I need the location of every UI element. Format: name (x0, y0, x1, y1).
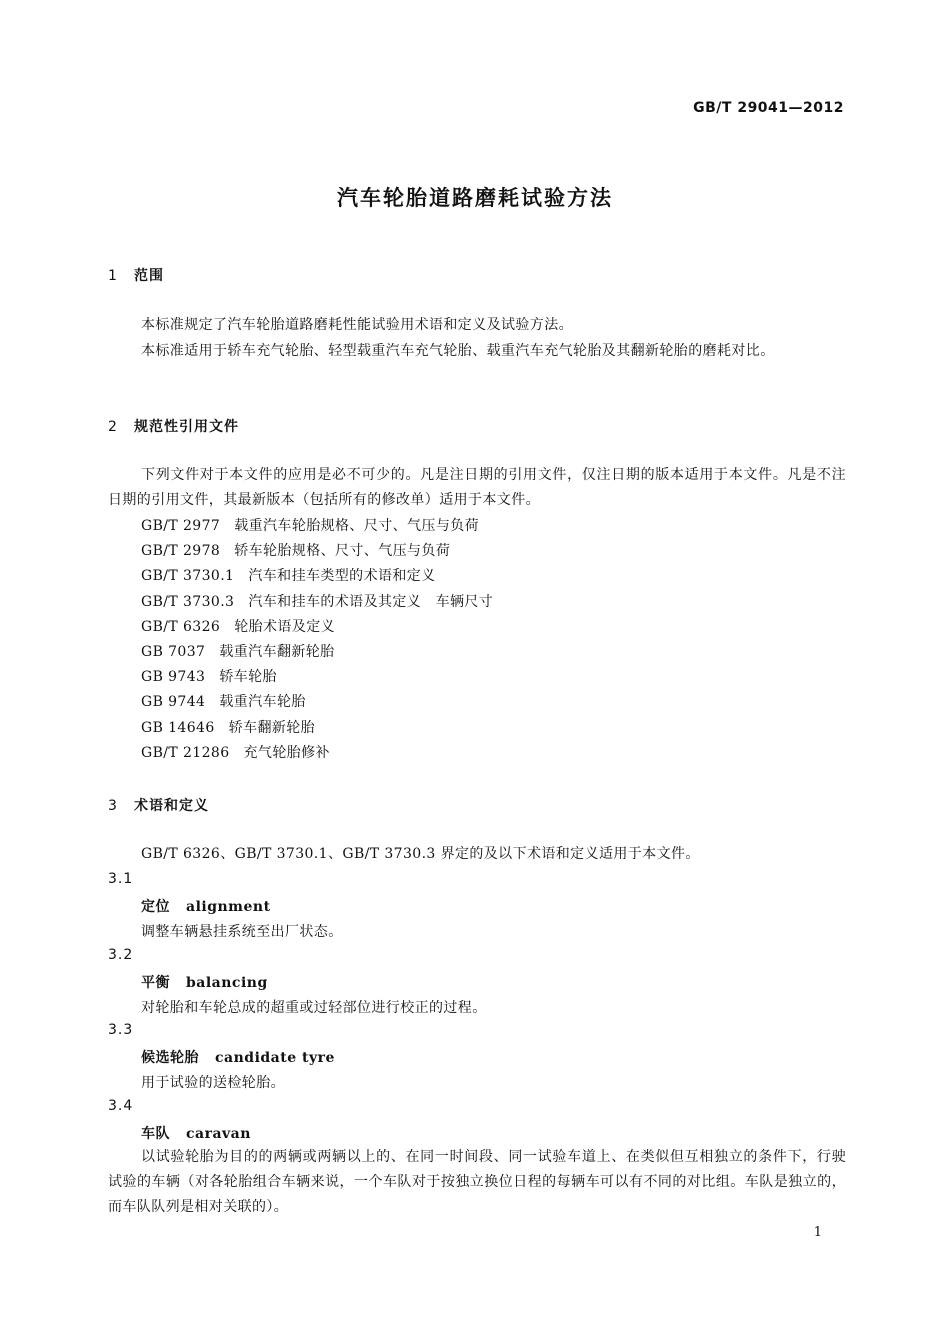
term-name-en: caravan (186, 1126, 251, 1142)
normative-intro: 下列文件对于本文件的应用是必不可少的。凡是注日期的引用文件，仅注日期的版本适用于本文件。凡是不注日期的引用文件，其最新版本（包括所有的修改单）适用于本文件。 (108, 467, 846, 508)
term-number: 3.1 (108, 871, 134, 887)
term-name (141, 1047, 335, 1067)
term-name-zh: 平衡 (141, 975, 170, 991)
term-name-zh: 车队 (141, 1126, 170, 1142)
terms-intro: GB/T 6326、GB/T 3730.1、GB/T 3730.3 界定的及以下术语和定义适用于本文件。 (141, 846, 700, 862)
reference-item (141, 716, 493, 741)
term-definition: 对轮胎和车轮总成的超重或过轻部位进行校正的过程。 (141, 1000, 487, 1016)
reference-item (141, 640, 493, 665)
section-2-heading (108, 416, 239, 436)
term-number: 3.3 (108, 1022, 134, 1038)
term-name (141, 896, 271, 916)
reference-code: GB 9744 (141, 694, 206, 711)
term-definition: 用于试验的送检轮胎。 (141, 1075, 285, 1091)
reference-code: GB/T 2977 (141, 518, 221, 534)
reference-item (141, 615, 493, 640)
reference-code: GB/T 21286 (141, 744, 230, 761)
standard-code: GB/T 29041—2012 (693, 100, 844, 116)
page-number: 1 (813, 1225, 822, 1240)
term-name-en: alignment (186, 899, 271, 915)
section-title: 范围 (134, 268, 164, 284)
reference-list (141, 514, 493, 766)
reference-code: GB 14646 (141, 719, 215, 736)
reference-title: 汽车和挂车的术语及其定义 车辆尺寸 (248, 593, 494, 610)
reference-item (141, 564, 493, 589)
reference-item (141, 590, 493, 615)
reference-title: 轿车轮胎 (219, 669, 277, 686)
term-name (141, 972, 268, 992)
term-name-zh: 定位 (141, 899, 170, 915)
term-number: 3.4 (108, 1098, 134, 1114)
term-name-en: candidate tyre (215, 1050, 335, 1066)
reference-title: 载重汽车轮胎 (219, 694, 306, 711)
reference-code: GB/T 6326 (141, 618, 221, 635)
section-title: 规范性引用文件 (134, 419, 239, 435)
reference-title: 载重汽车翻新轮胎 (219, 643, 335, 660)
reference-code: GB/T 3730.1 (141, 568, 235, 585)
term-definition: 以试验轮胎为目的的两辆或两辆以上的、在同一时间段、同一试验车道上、在类似但互相独立的条件下，行驶试验的车辆（对各轮胎组合车辆来说，一个车队对于按独立换位日程的每辆车可以有不同的对比组。车队是独立的，而车队队列是相对关联的）。 (108, 1149, 846, 1215)
reference-title: 轿车轮胎规格、尺寸、气压与负荷 (234, 543, 451, 560)
reference-item (141, 741, 493, 766)
reference-item (141, 514, 493, 539)
term-name-zh: 候选轮胎 (141, 1050, 199, 1066)
section-title: 术语和定义 (134, 798, 209, 814)
reference-code: GB/T 3730.3 (141, 593, 235, 610)
term-definition: 调整车辆悬挂系统至出厂状态。 (141, 924, 343, 940)
reference-title: 载重汽车轮胎规格、尺寸、气压与负荷 (234, 518, 480, 534)
reference-title: 轮胎术语及定义 (234, 618, 336, 635)
reference-item (141, 665, 493, 690)
reference-title: 汽车和挂车类型的术语和定义 (248, 568, 436, 585)
section-1-heading (108, 265, 164, 285)
section-number: 2 (108, 419, 118, 435)
scope-paragraph: 本标准规定了汽车轮胎道路磨耗性能试验用术语和定义及试验方法。 (141, 317, 573, 333)
reference-title: 充气轮胎修补 (243, 744, 330, 761)
section-number: 1 (108, 268, 118, 284)
term-name-en: balancing (186, 975, 268, 991)
reference-item (141, 539, 493, 564)
scope-paragraph: 本标准适用于轿车充气轮胎、轻型载重汽车充气轮胎、载重汽车充气轮胎及其翻新轮胎的磨耗对比。 (141, 343, 775, 359)
term-name (141, 1123, 251, 1143)
section-3-heading (108, 795, 209, 815)
document-title: 汽车轮胎道路磨耗试验方法 (337, 186, 613, 210)
reference-code: GB/T 2978 (141, 543, 221, 560)
section-number: 3 (108, 798, 118, 814)
reference-code: GB 7037 (141, 643, 206, 660)
reference-code: GB 9743 (141, 669, 206, 686)
reference-item (141, 690, 493, 715)
reference-title: 轿车翻新轮胎 (228, 719, 316, 736)
term-number: 3.2 (108, 947, 134, 963)
